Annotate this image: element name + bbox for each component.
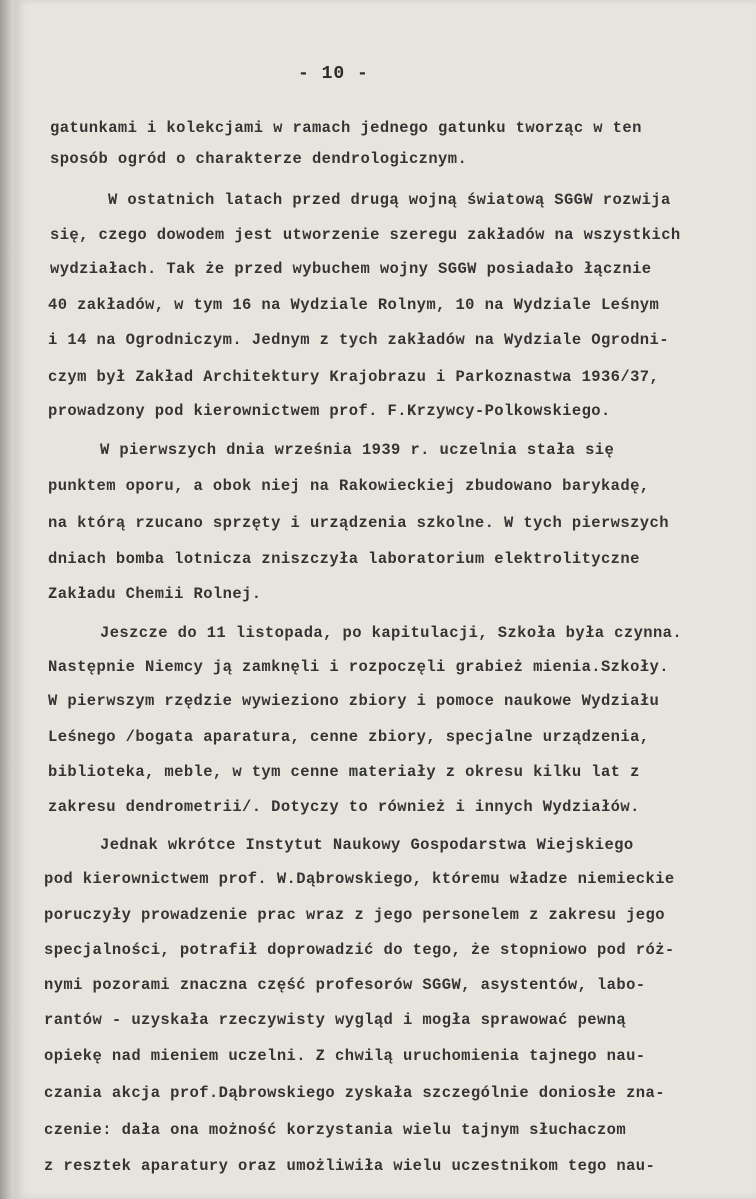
text-line: opiekę nad mieniem uczelni. Z chwilą uruchomienia tajnego nau- bbox=[44, 1047, 646, 1065]
text-line: punktem oporu, a obok niej na Rakowieckiej zbudowano barykadę, bbox=[48, 477, 650, 495]
text-line: Jednak wkrótce Instytut Naukowy Gospodarstwa Wiejskiego bbox=[100, 836, 634, 854]
text-line: W ostatnich latach przed drugą wojną światową SGGW rozwija bbox=[108, 191, 671, 209]
text-line: z resztek aparatury oraz umożliwiła wielu uczestnikom tego nau- bbox=[44, 1157, 656, 1175]
text-line: czenie: dała ona możność korzystania wielu tajnym słuchaczom bbox=[44, 1121, 627, 1139]
text-line: na którą rzucano sprzęty i urządzenia szkolne. W tych pierwszych bbox=[48, 514, 669, 532]
text-line: czania akcja prof.Dąbrowskiego zyskała szczególnie doniosłe zna- bbox=[44, 1084, 665, 1102]
text-line: zakresu dendrometrii/. Dotyczy to również i innych Wydziałów. bbox=[48, 798, 640, 816]
text-line: i 14 na Ogrodniczym. Jednym z tych zakładów na Wydziale Ogrodni- bbox=[48, 331, 669, 349]
text-line: Zakładu Chemii Rolnej. bbox=[48, 585, 262, 603]
text-line: nymi pozorami znaczna część profesorów SGGW, asystentów, labo- bbox=[44, 976, 646, 994]
text-line: sposób ogród o charakterze dendrologicznym. bbox=[50, 150, 468, 168]
page-number: - 10 - bbox=[298, 64, 369, 84]
text-line: czym był Zakład Architektury Krajobrazu i Parkoznastwa 1936/37, bbox=[48, 368, 660, 386]
text-line: Jeszcze do 11 listopada, po kapitulacji, Szkoła była czynna. bbox=[100, 624, 683, 642]
text-line: Następnie Niemcy ją zamknęli i rozpoczęli grabież mienia.Szkoły. bbox=[48, 658, 669, 676]
page-left-edge bbox=[0, 0, 14, 1199]
text-line: biblioteka, meble, w tym cenne materiały z okresu kilku lat z bbox=[48, 763, 640, 781]
text-line: 40 zakładów, w tym 16 na Wydziale Rolnym, 10 na Wydziale Leśnym bbox=[48, 296, 660, 314]
text-line: W pierwszym rzędzie wywieziono zbiory i pomoce naukowe Wydziału bbox=[48, 692, 660, 710]
document-page bbox=[14, 0, 756, 1199]
text-line: gatunkami i kolekcjami w ramach jednego gatunku tworząc w ten bbox=[50, 119, 642, 137]
text-line: prowadzony pod kierownictwem prof. F.Krzywcy-Polkowskiego. bbox=[48, 402, 611, 420]
text-line: Leśnego /bogata aparatura, cenne zbiory, specjalne urządzenia, bbox=[48, 728, 650, 746]
text-line: się, czego dowodem jest utworzenie szeregu zakładów na wszystkich bbox=[50, 226, 681, 244]
text-line: poruczyły prowadzenie prac wraz z jego personelem z zakresu jego bbox=[44, 906, 665, 924]
text-line: dniach bomba lotnicza zniszczyła laboratorium elektrolityczne bbox=[48, 550, 640, 568]
text-line: pod kierownictwem prof. W.Dąbrowskiego, któremu władze niemieckie bbox=[44, 870, 675, 888]
text-line: W pierwszych dnia września 1939 r. uczelnia stała się bbox=[100, 441, 615, 459]
text-line: wydziałach. Tak że przed wybuchem wojny SGGW posiadało łącznie bbox=[50, 260, 652, 278]
text-line: specjalności, potrafił doprowadzić do tego, że stopniowo pod róż- bbox=[44, 941, 675, 959]
text-line: rantów - uzyskała rzeczywisty wygląd i mogła sprawować pewną bbox=[44, 1011, 627, 1029]
